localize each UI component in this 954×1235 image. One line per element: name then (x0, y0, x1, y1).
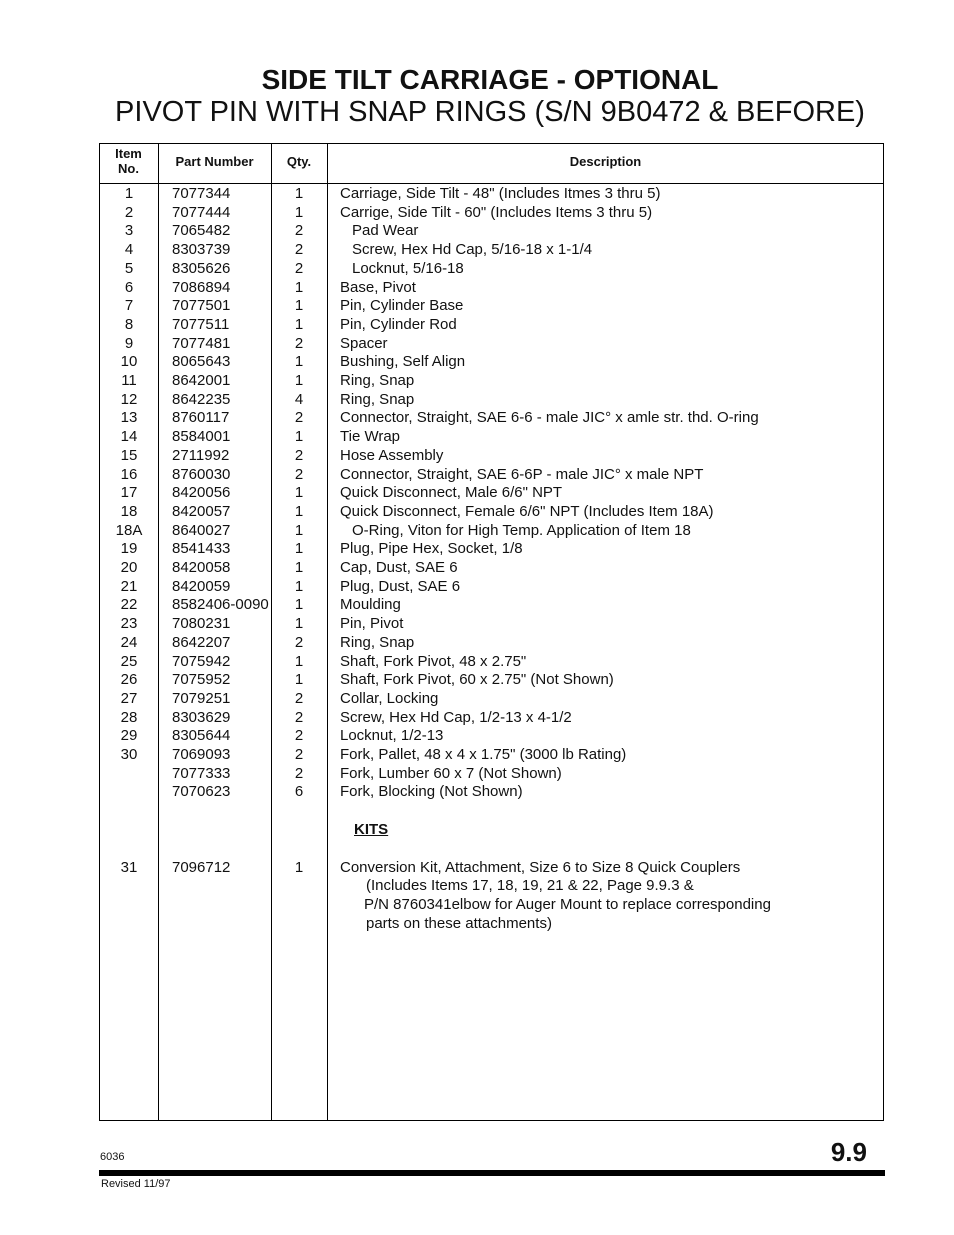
qty-cell: 1 (294, 185, 304, 202)
table-row (0, 185, 954, 204)
qty-cell: 2 (294, 446, 304, 464)
item-no-cell: 3 (124, 222, 134, 240)
description-cell: Fork, Blocking (Not Shown) (340, 783, 523, 801)
qty-cell: 1 (294, 203, 304, 221)
description-cell: Pad Wear (352, 222, 419, 240)
table-row (0, 709, 954, 728)
item-no-cell: 29 (120, 727, 138, 745)
description-cell: Hose Assembly (340, 446, 444, 464)
item-no-cell: 28 (120, 708, 138, 726)
description-cell: Plug, Dust, SAE 6 (340, 577, 461, 595)
kit-part-number: 7096712 (172, 859, 231, 876)
item-no-cell: 18A (115, 521, 143, 539)
description-cell: Fork, Lumber 60 x 7 (Not Shown) (340, 764, 562, 782)
part-number-cell: 8305644 (172, 727, 231, 745)
part-number-cell: 8420056 (172, 484, 231, 502)
header-description: Description (569, 154, 642, 169)
table-row (0, 634, 954, 653)
qty-cell: 4 (294, 390, 304, 408)
footer-rule (99, 1170, 885, 1176)
part-number-cell: 7075942 (172, 652, 231, 670)
header-item-label: Item (115, 146, 142, 161)
table-row (0, 484, 954, 503)
item-no-cell: 10 (120, 353, 138, 371)
part-number-cell: 7079251 (172, 689, 231, 707)
description-cell: Plug, Pipe Hex, Socket, 1/8 (340, 540, 523, 558)
table-row (0, 335, 954, 354)
table-row (0, 503, 954, 522)
description-cell: Ring, Snap (340, 390, 415, 408)
qty-cell: 1 (294, 502, 304, 520)
item-no-cell: 4 (124, 241, 134, 259)
kit-description: Conversion Kit, Attachment, Size 6 to Size 8 Quick Couplers (340, 859, 741, 876)
kits-heading: KITS (354, 821, 389, 838)
item-no-cell: 15 (120, 446, 138, 464)
table-row (0, 447, 954, 466)
qty-cell: 1 (294, 615, 304, 633)
qty-cell: 2 (294, 746, 304, 763)
item-no-cell: 17 (120, 484, 138, 502)
table-row (0, 279, 954, 298)
description-cell: O-Ring, Viton for High Temp. Application of Item 18 (352, 521, 691, 539)
part-number-cell: 8640027 (172, 521, 231, 539)
item-no-cell: 6 (124, 278, 134, 296)
table-row (0, 671, 954, 690)
description-cell: Cap, Dust, SAE 6 (340, 559, 458, 576)
table-row (0, 765, 954, 784)
qty-cell: 1 (294, 559, 304, 576)
description-cell: Base, Pivot (340, 278, 416, 296)
kit-row (0, 859, 954, 878)
description-cell: Screw, Hex Hd Cap, 5/16-18 x 1-1/4 (352, 241, 593, 259)
part-number-cell: 7065482 (172, 222, 231, 240)
part-number-cell: 8420059 (172, 577, 231, 595)
item-no-cell: 14 (120, 428, 138, 446)
part-number-cell: 8642207 (172, 633, 231, 651)
table-row (0, 596, 954, 615)
qty-cell: 1 (294, 278, 304, 296)
description-cell: Pin, Cylinder Base (340, 297, 464, 315)
item-no-cell: 24 (120, 633, 138, 651)
item-no-cell: 9 (124, 334, 134, 352)
item-no-cell: 16 (120, 465, 138, 483)
table-row (0, 746, 954, 765)
description-cell: Connector, Straight, SAE 6-6P - male JIC° x male NPT (340, 465, 704, 483)
item-no-cell: 7 (124, 297, 134, 315)
part-number-cell: 8303739 (172, 241, 231, 259)
description-cell: Shaft, Fork Pivot, 60 x 2.75" (Not Shown) (340, 671, 614, 689)
part-number-cell: 7086894 (172, 278, 231, 296)
part-number-cell: 2711992 (172, 446, 230, 464)
table-row (0, 653, 954, 672)
description-cell: Connector, Straight, SAE 6-6 - male JIC° x amle str. thd. O-ring (340, 409, 759, 427)
qty-cell: 1 (294, 540, 304, 558)
page-number: 9.9 (830, 1137, 867, 1167)
qty-cell: 2 (294, 409, 304, 427)
part-number-cell: 7077344 (172, 185, 231, 202)
description-cell: Moulding (340, 596, 401, 614)
item-no-cell: 18 (120, 502, 138, 520)
part-number-cell: 8584001 (172, 428, 231, 446)
table-row (0, 222, 954, 241)
table-row (0, 559, 954, 578)
qty-cell: 1 (294, 671, 304, 689)
item-no-cell: 12 (120, 390, 138, 408)
item-no-cell: 30 (120, 746, 138, 763)
item-no-cell: 11 (121, 372, 137, 389)
item-no-cell: 21 (120, 577, 138, 595)
part-number-cell: 8065643 (172, 353, 231, 371)
qty-cell: 2 (294, 633, 304, 651)
part-number-cell: 8582406-0090 (172, 596, 269, 614)
part-number-cell: 8760117 (172, 409, 230, 427)
table-row (0, 353, 954, 372)
part-number-cell: 8541433 (172, 540, 231, 558)
table-row (0, 690, 954, 709)
table-row (0, 428, 954, 447)
qty-cell: 1 (294, 596, 304, 614)
part-number-cell: 8420057 (172, 502, 231, 520)
item-no-cell: 13 (120, 409, 138, 427)
description-cell: Carrige, Side Tilt - 60" (Includes Items 3 thru 5) (340, 203, 653, 221)
part-number-cell: 7075952 (172, 671, 231, 689)
table-row (0, 372, 954, 391)
qty-cell: 2 (294, 708, 304, 726)
part-number-cell: 7077501 (172, 297, 231, 315)
qty-cell: 2 (294, 241, 304, 259)
qty-cell: 1 (294, 652, 304, 670)
document-code: 6036 (100, 1151, 125, 1163)
item-no-cell: 23 (120, 615, 138, 633)
kit-description-line: parts on these attachments) (366, 915, 552, 932)
qty-cell: 1 (294, 297, 304, 315)
table-row (0, 260, 954, 279)
description-cell: Spacer (340, 334, 388, 352)
qty-cell: 1 (294, 353, 304, 371)
qty-cell: 1 (294, 484, 304, 502)
qty-cell: 2 (294, 689, 304, 707)
qty-cell: 6 (294, 783, 304, 801)
description-cell: Shaft, Fork Pivot, 48 x 2.75" (340, 652, 527, 670)
qty-cell: 1 (294, 577, 304, 595)
description-cell: Carriage, Side Tilt - 48" (Includes Itmes 3 thru 5) (340, 185, 661, 202)
part-number-cell: 7077511 (172, 315, 230, 333)
item-no-cell: 19 (120, 540, 138, 558)
qty-cell: 1 (294, 315, 304, 333)
kit-description-line: (Includes Items 17, 18, 19, 21 & 22, Page 9.9.3 & (366, 877, 694, 894)
kit-qty: 1 (294, 859, 304, 876)
table-row (0, 466, 954, 485)
description-cell: Fork, Pallet, 48 x 4 x 1.75" (3000 lb Rating) (340, 746, 627, 763)
description-cell: Quick Disconnect, Male 6/6" NPT (340, 484, 563, 502)
table-row (0, 578, 954, 597)
table-row (0, 522, 954, 541)
qty-cell: 2 (294, 465, 304, 483)
description-cell: Quick Disconnect, Female 6/6" NPT (Includes Item 18A) (340, 502, 714, 520)
part-number-cell: 7069093 (172, 746, 231, 763)
item-no-cell: 26 (120, 671, 138, 689)
description-cell: Pin, Cylinder Rod (340, 315, 457, 333)
qty-cell: 1 (294, 521, 304, 539)
item-no-cell: 8 (124, 315, 134, 333)
part-number-cell: 8642235 (172, 390, 231, 408)
description-cell: Pin, Pivot (340, 615, 404, 633)
header-part-number: Part Number (175, 154, 254, 169)
part-number-cell: 8760030 (172, 465, 231, 483)
item-no-cell: 5 (124, 259, 134, 277)
qty-cell: 2 (294, 764, 304, 782)
part-number-cell: 8303629 (172, 708, 231, 726)
item-no-cell: 20 (120, 559, 138, 576)
item-no-cell: 25 (120, 652, 138, 670)
table-row (0, 316, 954, 335)
part-number-cell: 7070623 (172, 783, 231, 801)
table-row (0, 204, 954, 223)
header-divider (99, 183, 884, 184)
item-no-cell: 22 (120, 596, 138, 614)
qty-cell: 1 (294, 428, 304, 446)
qty-cell: 1 (294, 372, 304, 389)
table-row (0, 727, 954, 746)
revision-date: Revised 11/97 (101, 1178, 171, 1190)
part-number-cell: 7077444 (172, 203, 231, 221)
qty-cell: 2 (294, 222, 304, 240)
table-row (0, 615, 954, 634)
part-number-cell: 8305626 (172, 259, 231, 277)
description-cell: Ring, Snap (340, 633, 415, 651)
item-no-cell: 2 (124, 203, 134, 221)
part-number-cell: 7077481 (172, 334, 231, 352)
description-cell: Tie Wrap (340, 428, 401, 446)
description-cell: Ring, Snap (340, 372, 415, 389)
part-number-cell: 7077333 (172, 764, 231, 782)
header-qty: Qty. (286, 154, 312, 169)
header-item-no (99, 146, 158, 176)
qty-cell: 2 (294, 259, 304, 277)
item-no-cell: 27 (120, 689, 138, 707)
table-row (0, 409, 954, 428)
header-no-label: No. (118, 161, 139, 176)
table-row (0, 297, 954, 316)
kit-description-line: P/N 8760341elbow for Auger Mount to replace corresponding (364, 896, 771, 913)
kit-item-no: 31 (120, 859, 138, 876)
part-number-cell: 8420058 (172, 559, 231, 576)
table-row (0, 391, 954, 410)
description-cell: Collar, Locking (340, 689, 439, 707)
qty-cell: 2 (294, 334, 304, 352)
description-cell: Locknut, 1/2-13 (340, 727, 444, 745)
page-title: SIDE TILT CARRIAGE - OPTIONAL (261, 64, 719, 95)
part-number-cell: 8642001 (172, 372, 231, 389)
description-cell: Screw, Hex Hd Cap, 1/2-13 x 4-1/2 (340, 708, 572, 726)
description-cell: Bushing, Self Align (340, 353, 466, 371)
part-number-cell: 7080231 (172, 615, 231, 633)
item-no-cell: 1 (124, 185, 134, 202)
description-cell: Locknut, 5/16-18 (352, 259, 464, 277)
table-row (0, 783, 954, 802)
table-row (0, 241, 954, 260)
table-row (0, 540, 954, 559)
page-subtitle: PIVOT PIN WITH SNAP RINGS (S/N 9B0472 & BEFORE) (115, 96, 865, 128)
qty-cell: 2 (294, 727, 304, 745)
